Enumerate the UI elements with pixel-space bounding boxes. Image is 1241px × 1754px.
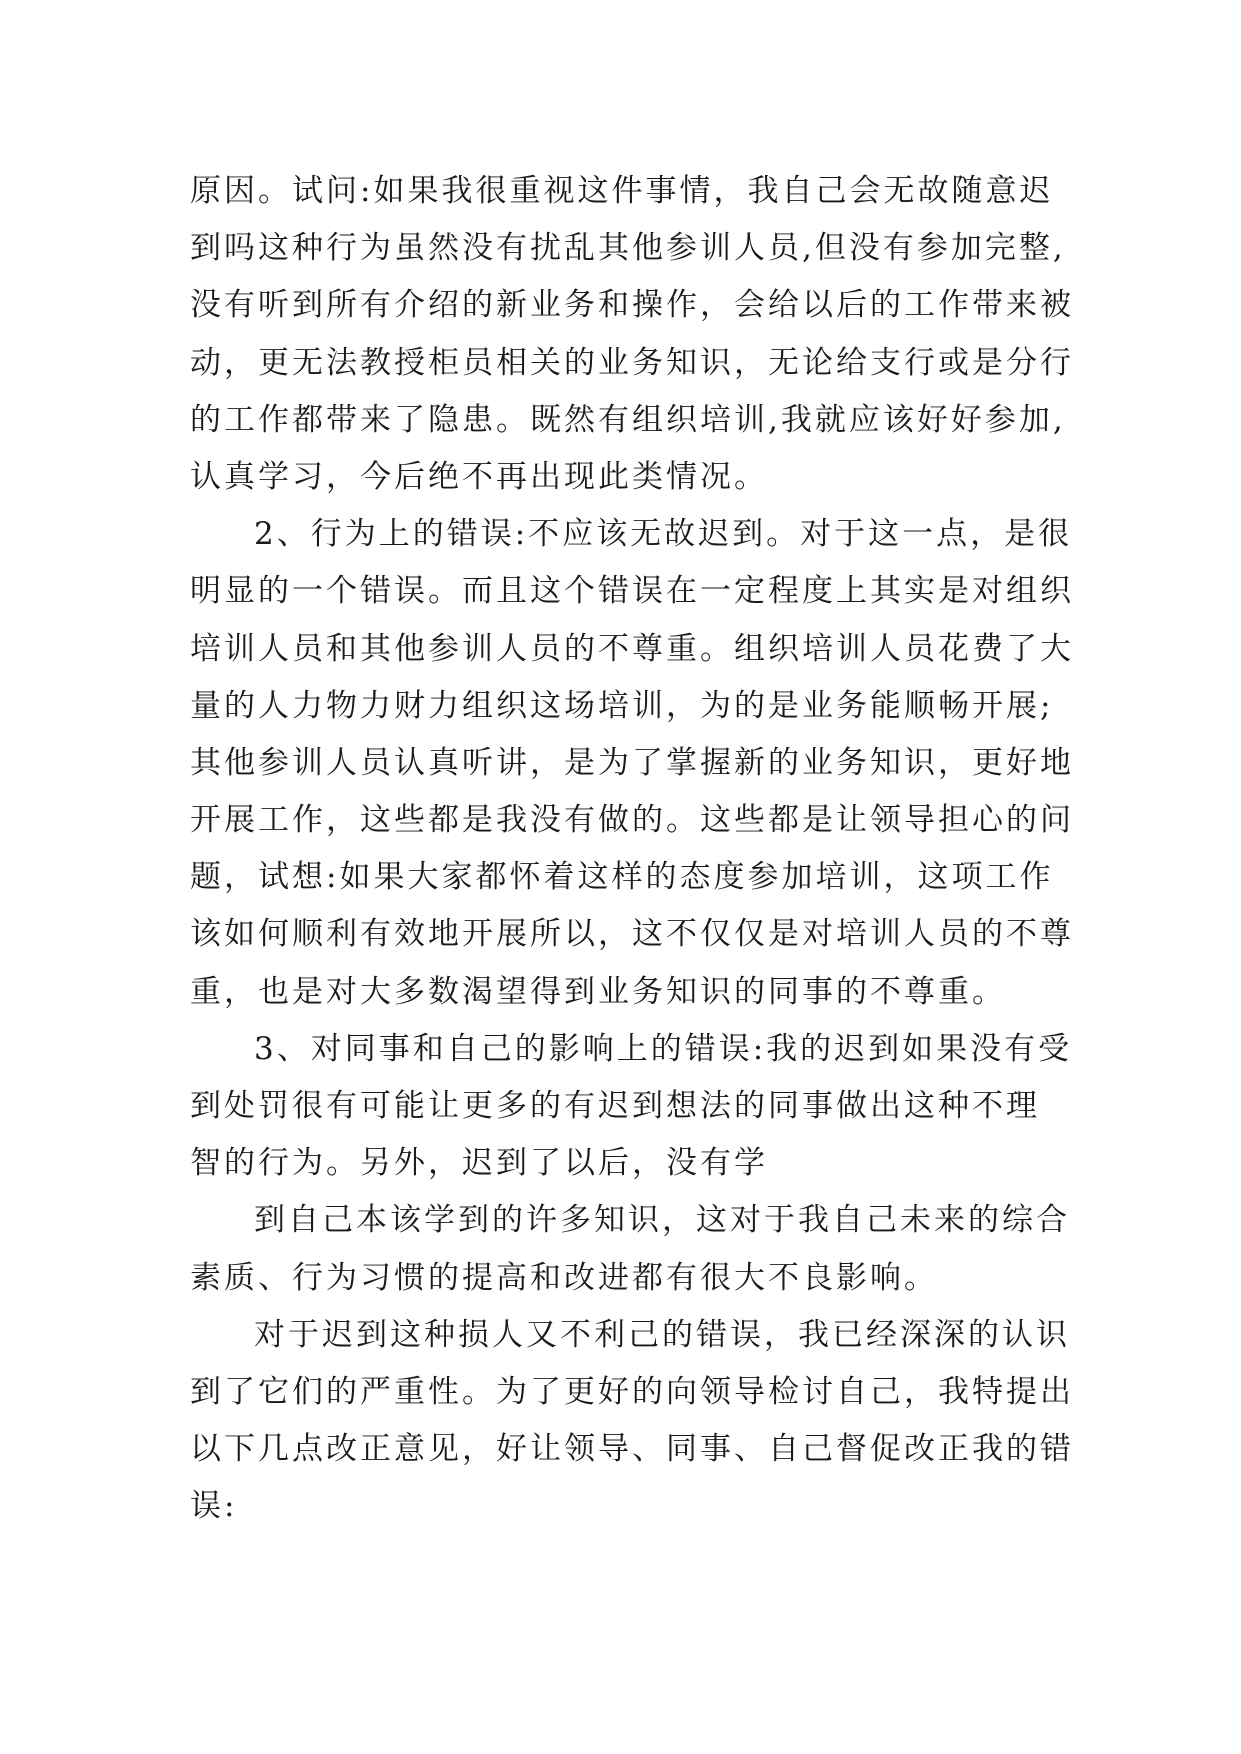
- text-line: 素质、行为习惯的提高和改进都有很大不良影响。: [190, 1259, 938, 1296]
- text-line: 量的人力物力财力组织这场培训，为的是业务能顺畅开展;: [190, 687, 1054, 724]
- text-line: 开展工作，这些都是我没有做的。这些都是让领导担心的问: [190, 802, 1074, 839]
- text-line: 认真学习，今后绝不再出现此类情况。: [190, 458, 768, 495]
- text-line: 动，更无法教授柜员相关的业务知识，无论给支行或是分行: [190, 344, 1074, 381]
- text-line: 明显的一个错误。而且这个错误在一定程度上其实是对组织: [190, 573, 1074, 610]
- text-line: 培训人员和其他参训人员的不尊重。组织培训人员花费了大: [190, 630, 1074, 667]
- text-line: 该如何顺利有效地开展所以，这不仅仅是对培训人员的不尊: [190, 916, 1074, 953]
- text-line: 重，也是对大多数渴望得到业务知识的同事的不尊重。: [190, 973, 1006, 1010]
- text-line: 其他参训人员认真听讲，是为了掌握新的业务知识，更好地: [190, 744, 1074, 781]
- text-line: 到处罚很有可能让更多的有迟到想法的同事做出这种不理: [190, 1088, 1040, 1124]
- paragraph-start-line: 3、对同事和自己的影响上的错误:我的迟到如果没有受: [254, 1030, 1073, 1067]
- text-line: 的工作都带来了隐患。既然有组织培训,我就应该好好参加,: [190, 401, 1066, 438]
- paragraph-start-line: 对于迟到这种损人又不利己的错误，我已经深深的认识: [254, 1316, 1070, 1353]
- document-body: [190, 163, 1090, 1536]
- text-line: 原因。试问:如果我很重视这件事情，我自己会无故随意迟: [190, 173, 1054, 209]
- text-line: 误:: [190, 1488, 238, 1525]
- text-line: 题，试想:如果大家都怀着这样的态度参加培训，这项工作: [190, 859, 1054, 896]
- text-line: 到吗这种行为虽然没有扰乱其他参训人员,但没有参加完整,: [190, 230, 1066, 267]
- text-line: 以下几点改正意见，好让领导、同事、自己督促改正我的错: [190, 1431, 1074, 1468]
- text-line: 到了它们的严重性。为了更好的向领导检讨自己，我特提出: [190, 1373, 1074, 1410]
- text-line: 智的行为。另外，迟到了以后，没有学: [190, 1145, 768, 1182]
- paragraph-start-line: 到自己本该学到的许多知识，这对于我自己未来的综合: [254, 1202, 1070, 1239]
- paragraph-start-line: 2、行为上的错误:不应该无故迟到。对于这一点，是很: [254, 516, 1073, 553]
- text-line: 没有听到所有介绍的新业务和操作，会给以后的工作带来被: [190, 287, 1074, 324]
